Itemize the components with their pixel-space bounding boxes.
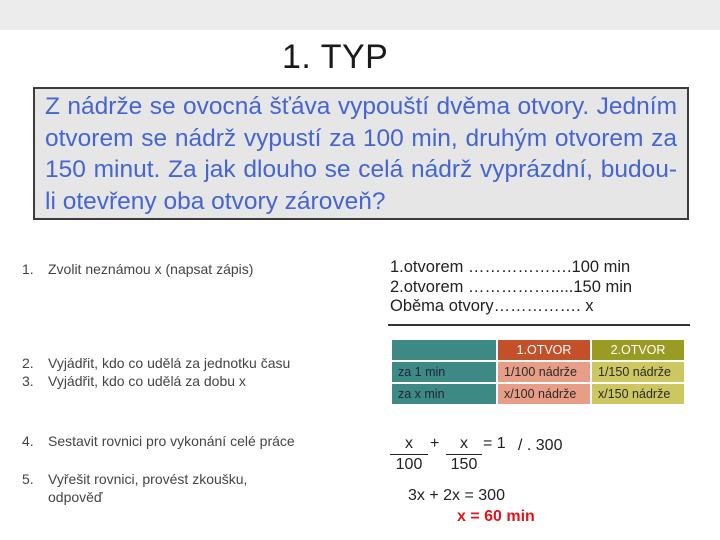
step-4 <box>22 432 295 450</box>
fraction-denominator: 150 <box>450 456 478 473</box>
step-2 <box>22 354 290 372</box>
fraction-numerator: x <box>446 434 482 455</box>
table-header-cell <box>392 340 496 360</box>
step-text: Vyjádřit, kdo co udělá za dobu x <box>48 373 246 389</box>
table-cell: x/100 nádrže <box>498 384 590 404</box>
equation-line-2: 3x + 2x = 300 <box>408 487 505 504</box>
problem-box <box>33 87 689 220</box>
step-3 <box>22 372 246 390</box>
given-line-2: 2.otvorem …………….....150 min <box>390 277 633 296</box>
step-text: odpověď <box>48 489 103 505</box>
comparison-table <box>390 338 686 406</box>
table-row <box>392 362 684 382</box>
top-band <box>0 0 720 30</box>
step-text: Sestavit rovnici pro vykonání celé práce <box>48 433 295 449</box>
given-block <box>390 258 632 317</box>
table-row-label: za x min <box>392 384 496 404</box>
step-number: 1. <box>22 261 34 277</box>
fraction-1 <box>390 434 428 475</box>
fraction-numerator: x <box>390 434 428 455</box>
step-text: Zvolit neznámou x (napsat zápis) <box>48 261 254 277</box>
equation-result: x = 60 min <box>457 508 535 525</box>
fraction-denominator: 100 <box>395 456 423 473</box>
table-header-cell: 2.OTVOR <box>592 340 684 360</box>
table-cell: 1/150 nádrže <box>592 362 684 382</box>
equation-rhs: = 1 <box>483 435 506 452</box>
step-number: 3. <box>22 373 34 389</box>
step-1 <box>22 260 253 278</box>
plus-sign: + <box>430 435 440 452</box>
given-line-3: Oběma otvory……………. x <box>390 297 594 315</box>
step-5 <box>22 470 247 488</box>
step-5-continuation <box>22 488 103 506</box>
table-cell: 1/100 nádrže <box>498 362 590 382</box>
step-text: Vyřešit rovnici, provést zkoušku, <box>48 471 248 487</box>
table-header-row <box>392 340 684 360</box>
given-line-1: 1.otvorem ……………….100 min <box>390 258 631 276</box>
table-cell: x/150 nádrže <box>592 384 684 404</box>
fraction-2 <box>446 434 482 475</box>
equation-multiplier: / . 300 <box>518 437 563 454</box>
table-row <box>392 384 684 404</box>
problem-text: Z nádrže se ovocná šťáva vypouští dvěma otvory. Jedním otvorem se nádrž vypustí za 100 min, druhým otvorem za 150 minut. Za jak dlouho se celá nádrž vyprázdní, budou-li otevřeny oba otvory zároveň? <box>45 93 677 215</box>
table-header-cell: 1.OTVOR <box>498 340 590 360</box>
divider-line <box>388 324 690 326</box>
step-number: 4. <box>22 433 34 449</box>
step-number: 2. <box>22 355 34 371</box>
table-row-label: za 1 min <box>392 362 496 382</box>
step-text: Vyjádřit, kdo co udělá za jednotku času <box>48 355 291 371</box>
step-number: 5. <box>22 471 34 487</box>
slide-title: 1. TYP <box>282 38 389 76</box>
